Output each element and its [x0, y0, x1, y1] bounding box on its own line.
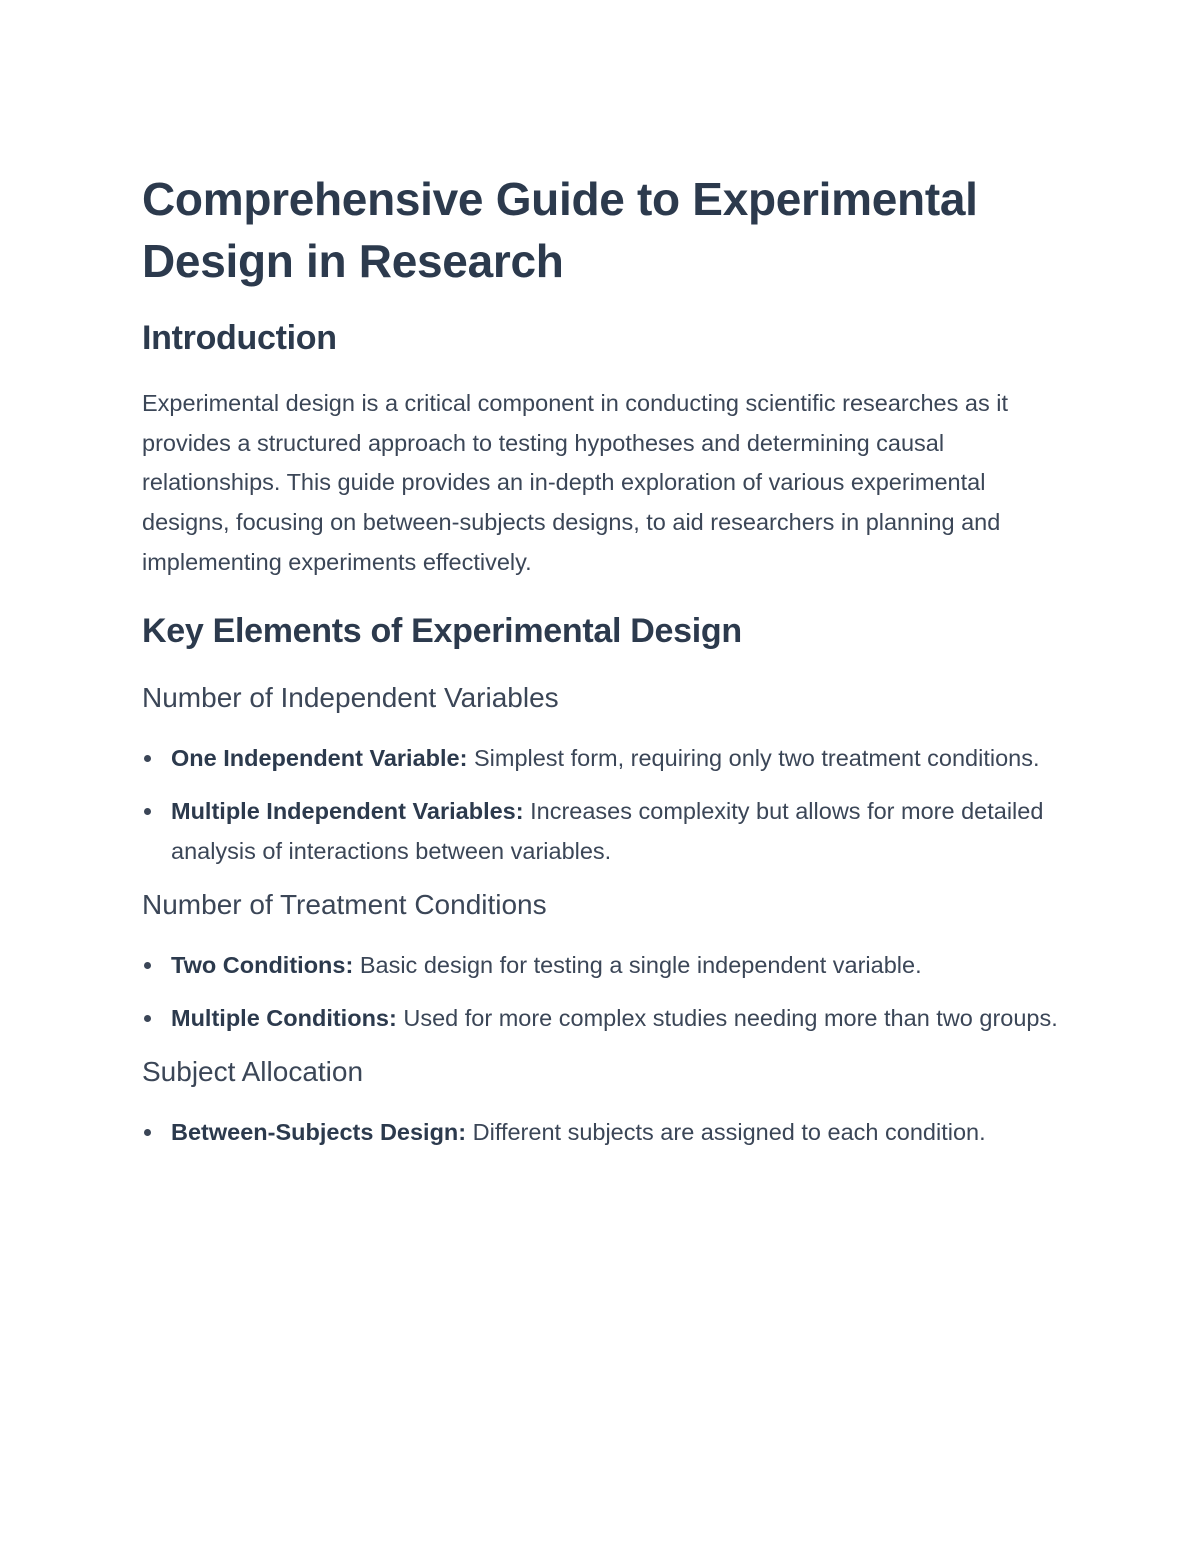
introduction-paragraph: Experimental design is a critical component in conducting scientific researches as it provides a structured approach to testing hypotheses and determining causal relationships. This guide provides an in-depth exploration of various experimental designs, focusing on between-subjects designs, to aid researchers in planning and implementing experiments effectively.	[142, 390, 1009, 575]
bullet-icon	[144, 962, 151, 969]
list-item-term: Two Conditions:	[171, 951, 354, 978]
section-heading-introduction: Introduction	[142, 319, 337, 357]
list-item	[142, 792, 1067, 871]
list-item	[142, 946, 1067, 986]
list-item-text: Basic design for testing a single independent variable.	[353, 951, 922, 978]
list-item-text: Different subjects are assigned to each condition.	[466, 1119, 986, 1146]
bullet-icon	[144, 755, 151, 762]
list-item-text: Simplest form, requiring only two treatment conditions.	[467, 744, 1040, 771]
list-item-term: Multiple Independent Variables:	[171, 798, 524, 825]
list-item-text: Increases complexity but allows for more detailed analysis of interactions between variables.	[171, 798, 1044, 864]
list-item-text: Used for more complex studies needing more than two groups.	[396, 1005, 1058, 1032]
bullet-icon	[144, 1015, 151, 1022]
subheading-treatment-conditions: Number of Treatment Conditions	[142, 888, 547, 920]
bullet-icon	[144, 808, 151, 815]
list-item	[142, 999, 1067, 1039]
list-item	[142, 739, 1067, 779]
section-heading-key-elements: Key Elements of Experimental Design	[142, 611, 742, 650]
list-item	[142, 1113, 1067, 1153]
bullet-icon	[144, 1129, 151, 1136]
subject-allocation-list	[142, 1113, 1067, 1153]
treatment-conditions-list	[142, 946, 1067, 1039]
list-item-term: Between-Subjects Design:	[171, 1119, 467, 1146]
document-page	[142, 168, 1067, 1153]
independent-variables-list	[142, 739, 1067, 872]
page-title: Comprehensive Guide to Experimental Design in Research	[142, 173, 978, 287]
subheading-subject-allocation: Subject Allocation	[142, 1056, 364, 1088]
list-item-term: Multiple Conditions:	[171, 1005, 397, 1032]
list-item-term: One Independent Variable:	[171, 744, 468, 771]
subheading-independent-variables: Number of Independent Variables	[142, 681, 559, 713]
